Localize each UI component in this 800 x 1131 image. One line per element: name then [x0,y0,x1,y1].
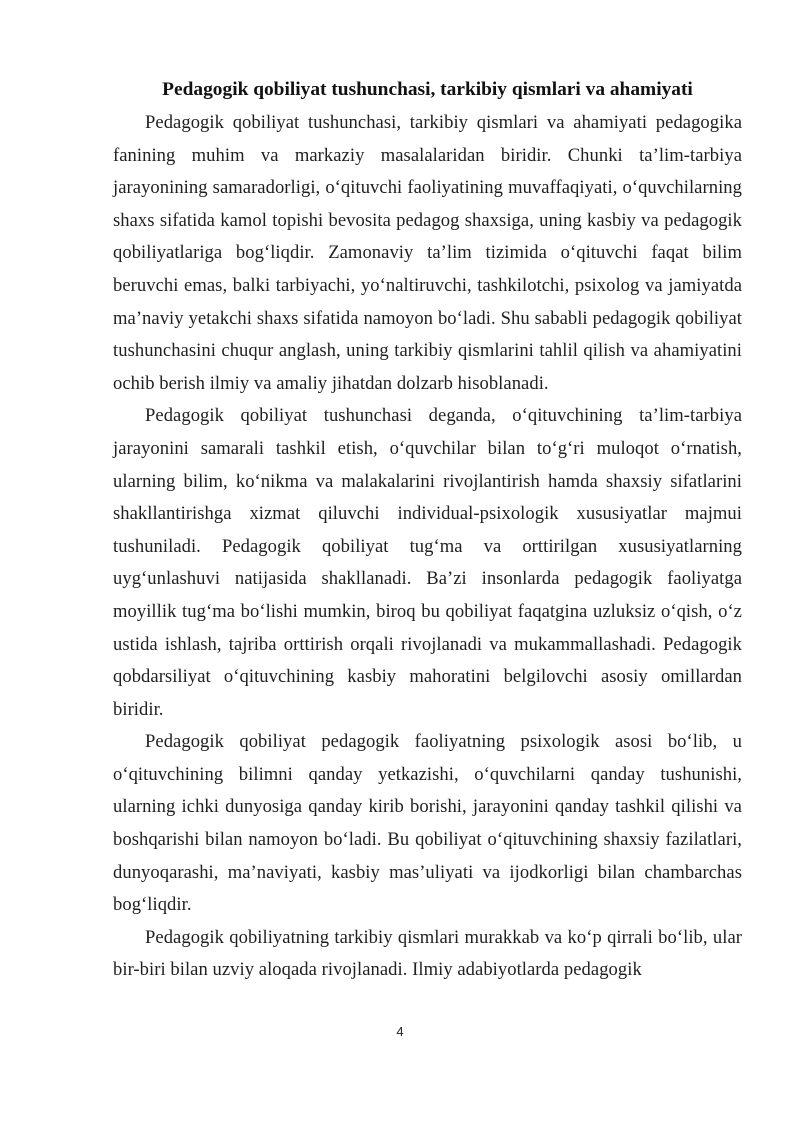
page-content [113,77,742,987]
paragraph-1: Pedagogik qobiliyat tushunchasi, tarkibiy qismlari va ahamiyati pedagogika fanining muhim va markaziy masalalaridan biridir. Chunki ta’lim-tarbiya jarayonining samaradorligi, o‘qituvchi faoliyatining muvaffaqiyati, o‘quvchilarning shaxs sifatida kamol topishi bevosita pedagog shaxsiga, uning kasbiy va pedagogik qobiliyatlariga bog‘liqdir. Zamonaviy ta’lim tizimida o‘qituvchi faqat bilim beruvchi emas, balki tarbiyachi, yo‘naltiruvchi, tashkilotchi, psixolog va jamiyatda ma’naviy yetakchi shaxs sifatida namoyon bo‘ladi. Shu sababli pedagogik qobiliyat tushunchasini chuqur anglash, uning tarkibiy qismlarini tahlil qilish va ahamiyatini ochib berish ilmiy va amaliy jihatdan dolzarb hisoblanadi. [113,112,742,394]
page-number: 4 [396,1024,404,1039]
paragraph-4: Pedagogik qobiliyatning tarkibiy qismlari murakkab va ko‘p qirrali bo‘lib, ular bir-biri bilan uzviy aloqada rivojlanadi. Ilmiy adabiyotlarda pedagogik [113,926,742,981]
paragraph-2: Pedagogik qobiliyat tushunchasi deganda, o‘qituvchining ta’lim-tarbiya jarayonini samarali tashkil etish, o‘quvchilar bilan to‘g‘ri muloqot o‘rnatish, ularning bilim, ko‘nikma va malakalarini rivojlantirish hamda shaxsiy sifatlarini shakllantirishga xizmat qiluvchi individual-psixologik xususiyatlar majmui tushuniladi. Pedagogik qobiliyat tug‘ma va orttirilgan xususiyatlarning uyg‘unlashuvi natijasida shakllanadi. Ba’zi insonlarda pedagogik faoliyatga moyillik tug‘ma bo‘lishi mumkin, biroq bu qobiliyat faqatgina uzluksiz o‘qish, o‘z ustida ishlash, tajriba orttirish orqali rivojlanadi va mukammallashadi. Pedagogik qobdarsiliyat o‘qituvchining kasbiy mahoratini belgilovchi asosiy omillardan biridir. [113,405,742,720]
page-title: Pedagogik qobiliyat tushunchasi, tarkibiy qismlari va ahamiyati [162,79,693,100]
paragraph-3: Pedagogik qobiliyat pedagogik faoliyatning psixologik asosi bo‘lib, u o‘qituvchining bilimni qanday yetkazishi, o‘quvchilarni qanday tushunishi, ularning ichki dunyosiga qanday kirib borishi, jarayonini qanday tashkil qilishi va boshqarishi bilan namoyon bo‘ladi. Bu qobiliyat o‘qituvchining shaxsiy fazilatlari, dunyoqarashi, ma’naviyati, kasbiy mas’uliyati va ijodkorligi bilan chambarchas bog‘liqdir. [113,731,742,916]
